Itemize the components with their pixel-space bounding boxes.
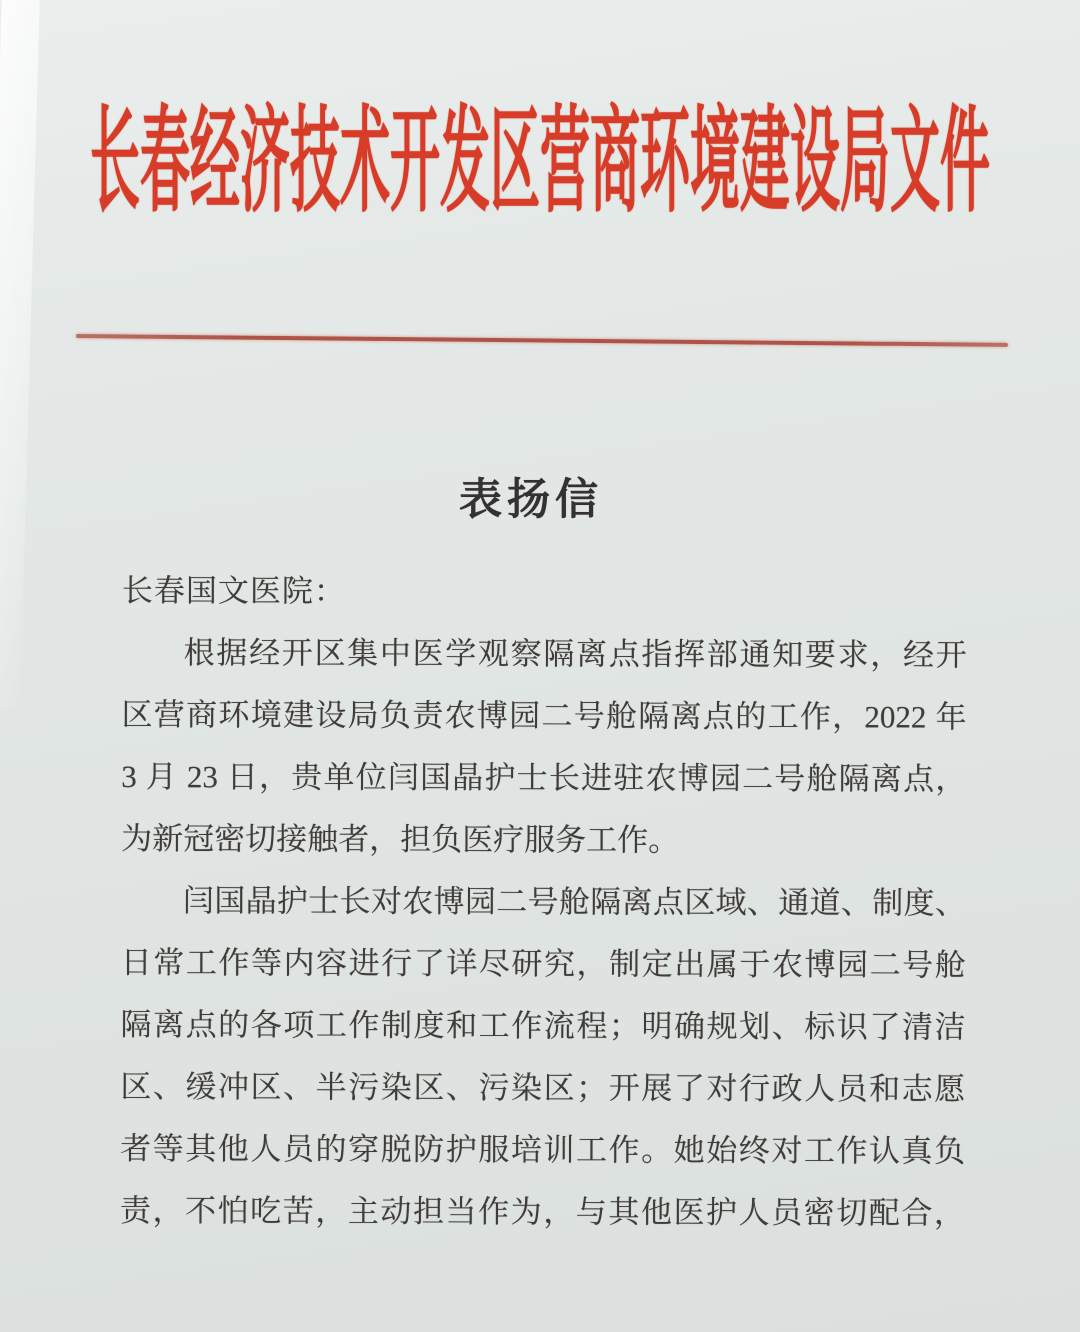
salutation: 长春国文医院： <box>121 572 346 609</box>
red-divider-line <box>76 334 1008 347</box>
letter-title: 表扬信 <box>459 477 603 524</box>
body-line: 者等其他人员的穿脱防护服培训工作。她始终对工作认真负 <box>120 1130 966 1169</box>
body-line: 3 月 23 日，贵单位闫国晶护士长进驻农博园二号舱隔离点， <box>121 758 967 797</box>
letter-body <box>120 560 967 1245</box>
letterhead-banner <box>0 94 1080 226</box>
body-line: 为新冠密切接触者，担负医疗服务工作。 <box>121 820 680 858</box>
letterhead-title: 长春经济技术开发区营商环境建设局文件 <box>90 96 990 226</box>
body-paragraphs <box>120 622 967 1245</box>
body-line: 区营商环境建设局负责农博园二号舱隔离点的工作，2022 年 <box>121 696 967 735</box>
body-line: 隔离点的各项工作制度和工作流程；明确规划、标识了清洁 <box>120 1006 966 1045</box>
body-line: 日常工作等内容进行了详尽研究，制定出属于农博园二号舱 <box>120 944 966 983</box>
body-line: 责，不怕吃苦，主动担当作为，与其他医护人员密切配合， <box>119 1192 966 1231</box>
body-line: 根据经开区集中医学观察隔离点指挥部通知要求，经开 <box>183 635 967 673</box>
body-line: 闫国晶护士长对农博园二号舱隔离点区域、通道、制度、 <box>182 883 966 921</box>
body-line: 区、缓冲区、半污染区、污染区；开展了对行政人员和志愿 <box>120 1068 966 1107</box>
